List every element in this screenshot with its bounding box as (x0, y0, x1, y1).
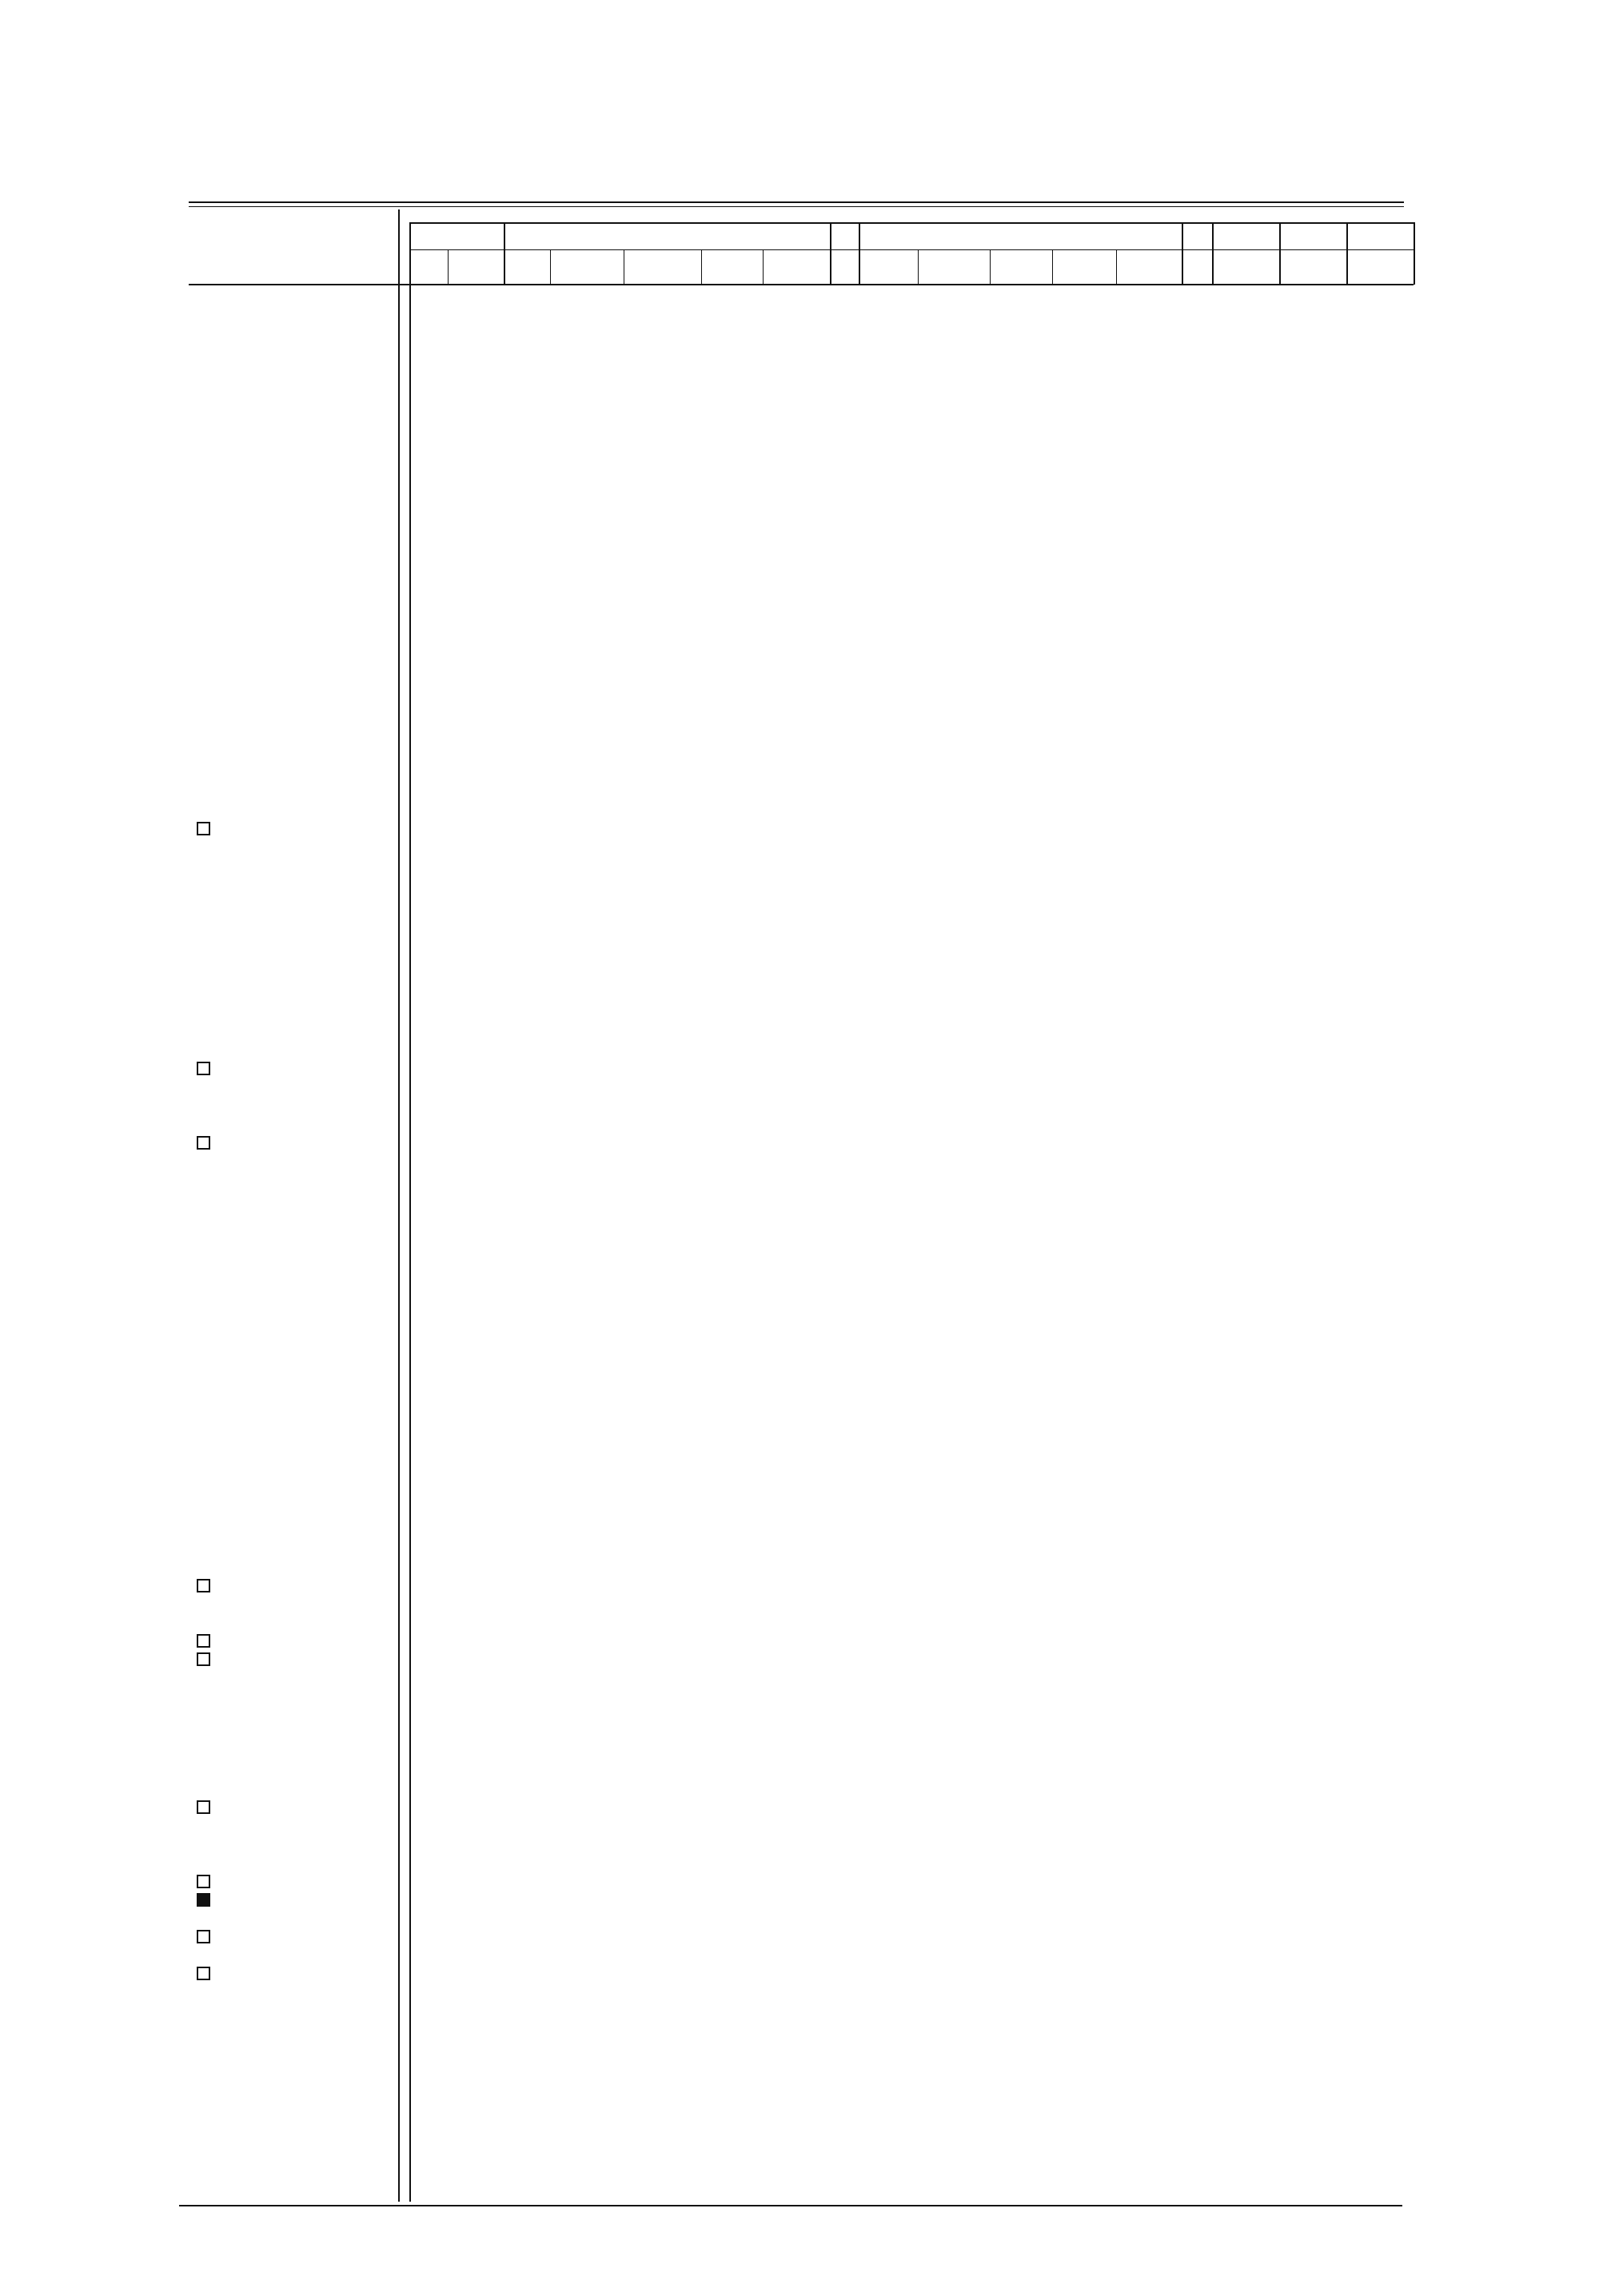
col-rule-r1 (1212, 222, 1214, 285)
station-name (189, 1652, 210, 1669)
station-name (189, 822, 210, 839)
col-rule-hoehe (398, 209, 400, 2202)
square-icon (197, 1634, 210, 1648)
table-header-bottom (189, 284, 1414, 285)
header-rule-top (189, 201, 1404, 203)
station-name (189, 1800, 210, 1817)
col-rule-a4 (701, 249, 702, 285)
col-rule-group00-left (448, 249, 449, 285)
square-icon (197, 1930, 210, 1943)
table-header-top (409, 222, 1414, 224)
square-icon (197, 1136, 210, 1150)
col-rule-group03-start (859, 222, 860, 285)
col-rule-r2 (1279, 222, 1281, 285)
col-rule-iii (409, 222, 411, 2202)
station-name (189, 1893, 210, 1910)
table-bottom-rule (179, 2205, 1402, 2206)
col-rule-b2 (918, 249, 919, 285)
col-rule-group03-end (1182, 222, 1183, 285)
col-rule-a5 (763, 249, 764, 285)
station-name (189, 1062, 210, 1078)
station-name (189, 1136, 210, 1153)
station-name (189, 1967, 210, 1983)
square-icon (197, 1579, 210, 1592)
col-rule-group00-start (504, 222, 505, 285)
square-icon (197, 1800, 210, 1814)
col-rule-r4 (1414, 222, 1415, 285)
square-icon (197, 1062, 210, 1075)
col-rule-group00-end (830, 222, 831, 285)
station-name (189, 1634, 210, 1651)
square-icon (197, 1967, 210, 1980)
col-rule-b3 (990, 249, 991, 285)
col-rule-b5 (1116, 249, 1117, 285)
square-icon (197, 1652, 210, 1666)
square-icon (197, 822, 210, 835)
table-header-mid (409, 249, 1414, 250)
filled-square-icon (197, 1893, 210, 1907)
col-rule-a2 (550, 249, 551, 285)
header-rule-top2 (189, 206, 1404, 207)
col-rule-b4 (1052, 249, 1053, 285)
col-rule-r3 (1346, 222, 1348, 285)
square-icon (197, 1875, 210, 1888)
station-name (189, 1579, 210, 1596)
station-name (189, 1930, 210, 1947)
station-name (189, 1875, 210, 1891)
